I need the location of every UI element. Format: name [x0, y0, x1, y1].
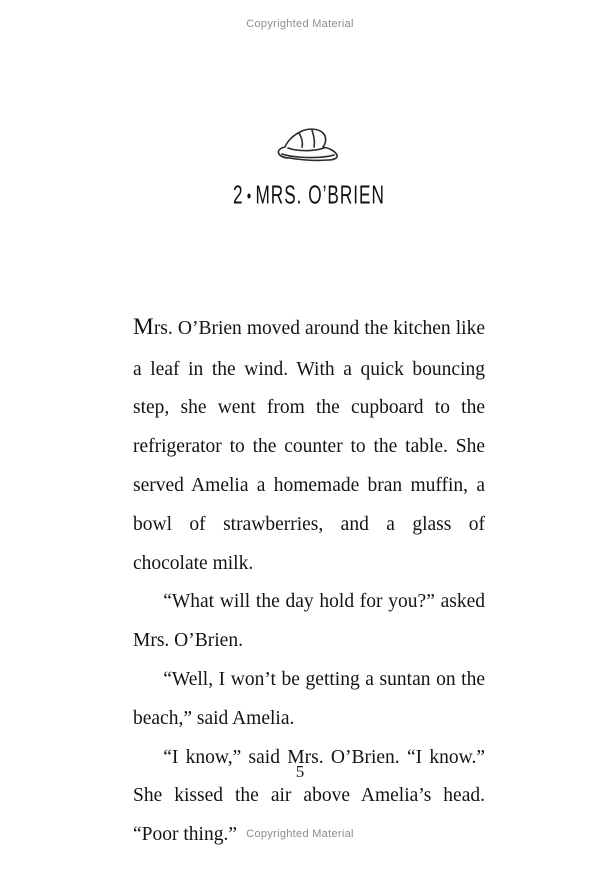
paragraph-text: rs. O’Brien moved around the kitchen like a leaf in the wind. With a quick bouncing step, she went from the cupboard to the refrigerator to the counter to the table. She served Amelia a homemade bran muffin, a bowl of strawberries, and a glass of chocolate milk. [133, 318, 485, 574]
chapter-separator-dot: • [246, 186, 253, 207]
page-number: 5 [295, 762, 305, 781]
hat-ornament-icon [266, 120, 352, 176]
paragraph: “Well, I won’t be getting a suntan on the beach,” said Amelia. [133, 668, 485, 729]
watermark-top: Copyrighted Material [246, 18, 354, 30]
paragraph: “I know,” said Mrs. O’Brien. “I know.” She kissed the air above Amelia’s head. “Poor thing.” [133, 746, 485, 846]
page-content [133, 120, 485, 855]
chapter-number: 2 [233, 181, 244, 210]
watermark-bottom: Copyrighted Material [246, 828, 354, 840]
paragraph: “What will the day hold for you?” asked Mrs. O’Brien. [133, 591, 485, 652]
chapter-heading [165, 181, 454, 210]
paragraph [133, 304, 485, 583]
chapter-title: MRS. O’BRIEN [255, 181, 385, 210]
paragraph-lead-letter: M [133, 314, 154, 340]
